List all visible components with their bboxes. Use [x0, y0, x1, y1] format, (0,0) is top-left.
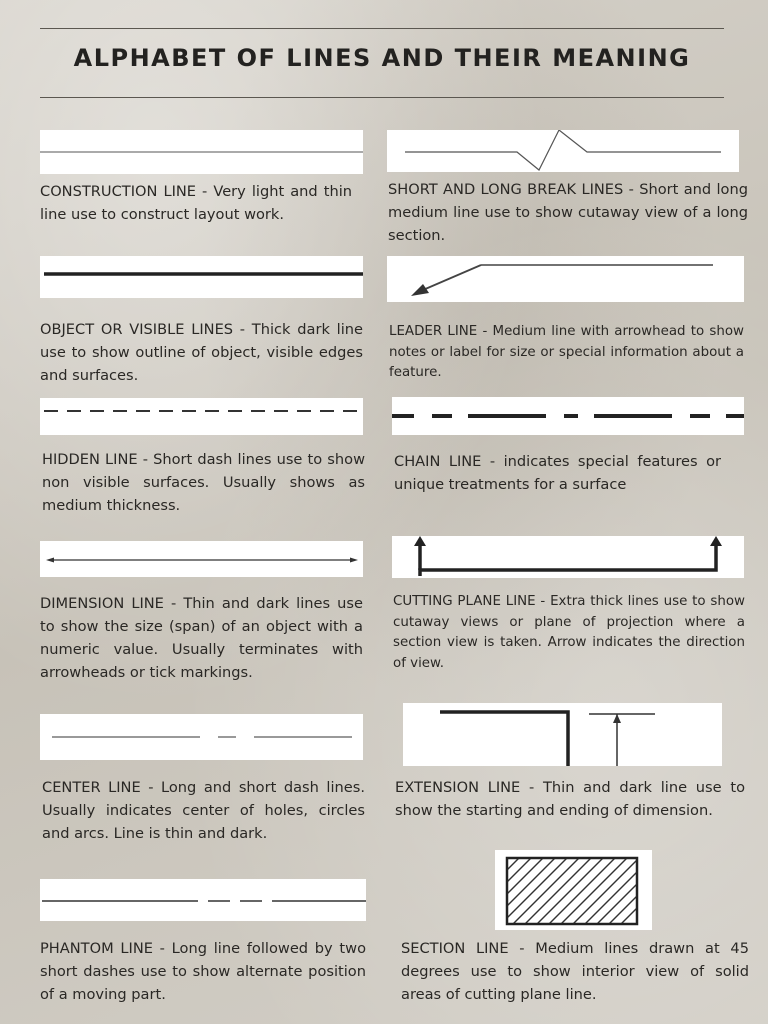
- construction-line-sample: [40, 130, 363, 174]
- title-bottom-rule: [40, 97, 724, 98]
- section-line-sample: [495, 850, 652, 930]
- chain-line-sample: [392, 397, 744, 435]
- cutting-plane-line-description: CUTTING PLANE LINE - Extra thick lines use to show cutaway views or plane of projection where a section view is taken. Arrow indicates the direction of view.: [393, 594, 745, 671]
- break-line-description: SHORT AND LONG BREAK LINES - Short and long medium line use to show cutaway view of a long section.: [388, 181, 748, 244]
- extension-line-sample: [403, 703, 722, 766]
- construction-line-description: CONSTRUCTION LINE - Very light and thin line use to construct layout work.: [40, 183, 352, 223]
- center-line-sample: [40, 714, 363, 760]
- phantom-line-sample: [40, 879, 366, 921]
- chain-line-description: CHAIN LINE - indicates special features or unique treatments for a surface: [394, 453, 721, 493]
- page-title: ALPHABET OF LINES AND THEIR MEANING: [73, 44, 691, 72]
- leader-line-description: LEADER LINE - Medium line with arrowhead to show notes or label for size or special information about a feature.: [389, 324, 744, 380]
- hidden-line-sample: [40, 398, 363, 435]
- title-top-rule: [40, 28, 724, 29]
- phantom-line-description: PHANTOM LINE - Long line followed by two short dashes use to show alternate position of a moving part.: [40, 940, 366, 1003]
- object-line-description: OBJECT OR VISIBLE LINES - Thick dark line use to show outline of object, visible edges and surfaces.: [40, 321, 363, 384]
- dimension-line-description: DIMENSION LINE - Thin and dark lines use to show the size (span) of an object with a numeric value. Usually terminates with arrowheads or tick markings.: [40, 595, 363, 681]
- cutting-plane-line-sample: [392, 536, 744, 578]
- extension-line-description: EXTENSION LINE - Thin and dark line use to show the starting and ending of dimension.: [395, 779, 745, 819]
- dimension-line-sample: [40, 541, 363, 577]
- object-line-sample: [40, 256, 363, 298]
- break-line-sample: [387, 130, 739, 172]
- section-line-description: SECTION LINE - Medium lines drawn at 45 degrees use to show interior view of solid areas of cutting plane line.: [401, 940, 749, 1003]
- leader-line-sample: [387, 256, 744, 302]
- hidden-line-description: HIDDEN LINE - Short dash lines use to show non visible surfaces. Usually shows as medium thickness.: [42, 451, 365, 514]
- center-line-description: CENTER LINE - Long and short dash lines. Usually indicates center of holes, circles and arcs. Line is thin and dark.: [42, 779, 365, 842]
